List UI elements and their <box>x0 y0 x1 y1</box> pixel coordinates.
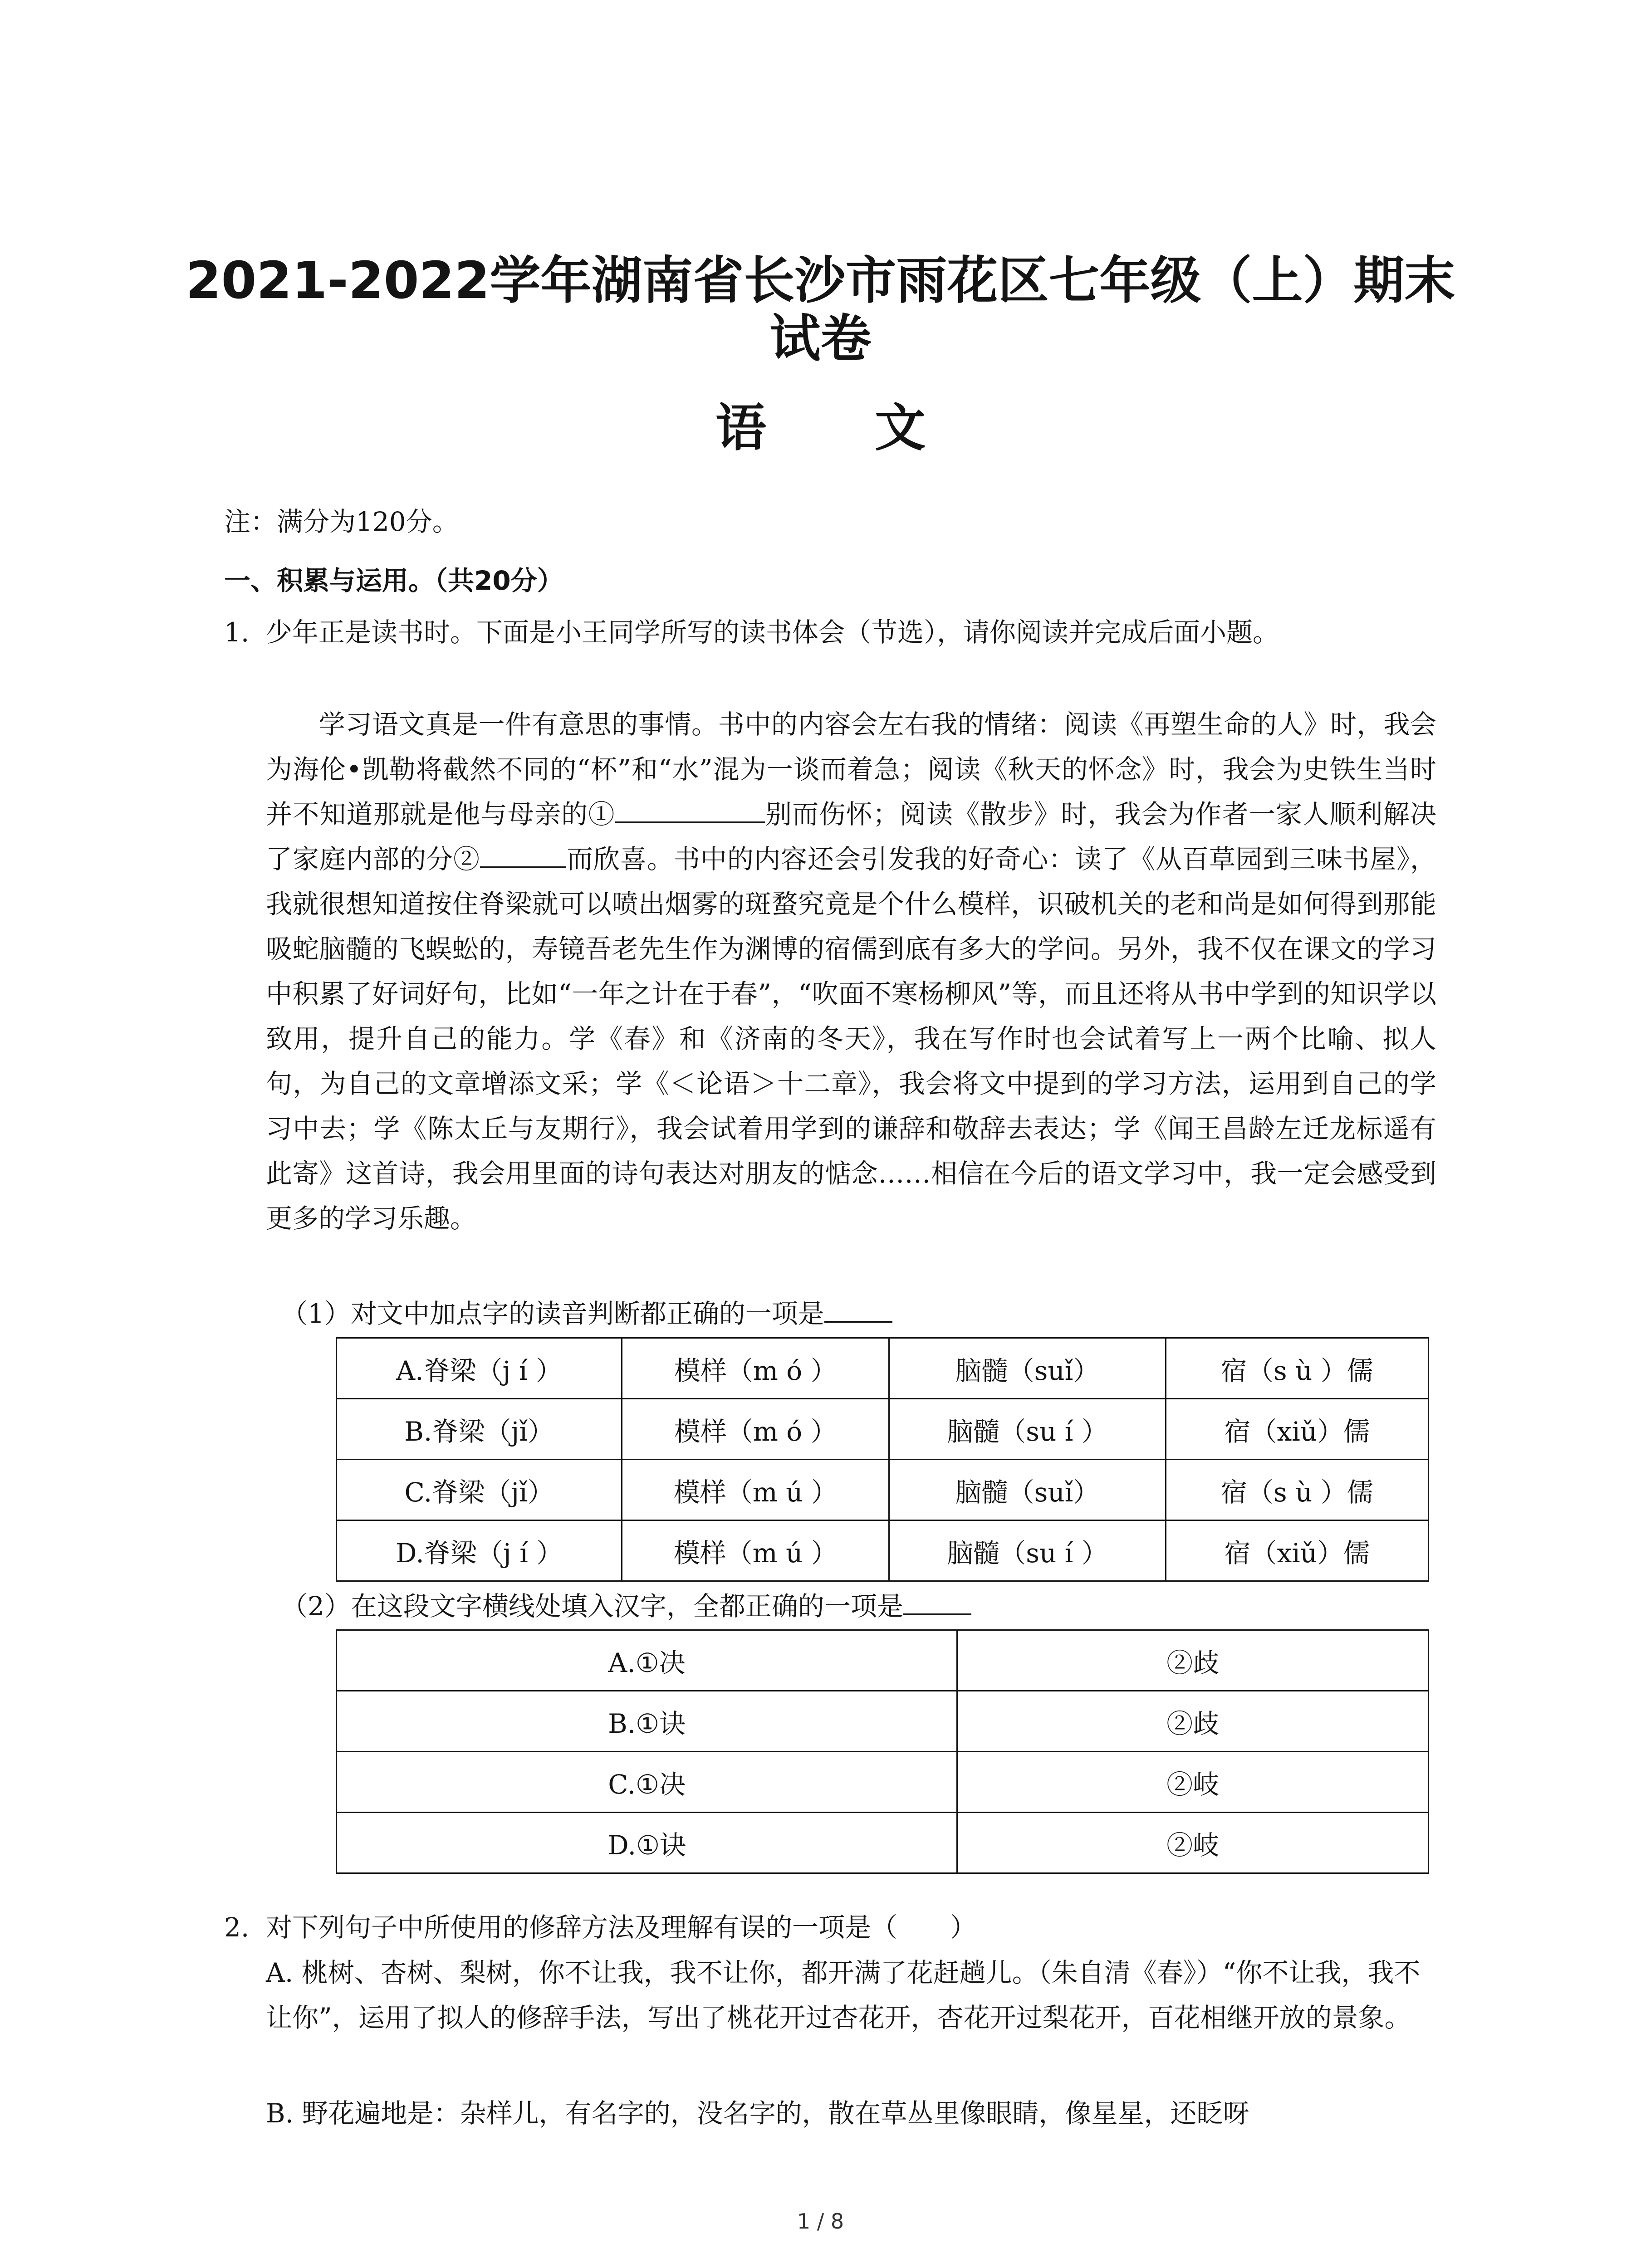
subquestion-1-label: （1）对文中加点字的读音判断都正确的一项是 <box>281 1298 824 1329</box>
table-cell: B.脊梁（jǐ） <box>337 1399 622 1460</box>
question-stem: 对下列句子中所使用的修辞方法及理解有误的一项是（ ） <box>266 1912 977 1943</box>
table-cell: 脑髓（su í ） <box>889 1399 1166 1460</box>
passage-part-1: 学习语文真是一件有意思的事情。书中的内容会左右我的情绪：阅读《再塑生命的人》时，我会为海伦•凯勒将截然不同的“杯”和“水”混为一谈而着急；阅读《秋天的怀念》时，我会为史铁生当时并不知道那就是他与母亲的① <box>266 709 1436 830</box>
table-cell: 宿（s ù ）儒 <box>1166 1460 1428 1520</box>
table-cell: B.①诀 <box>337 1691 957 1752</box>
question-number: 2. <box>224 1912 250 1943</box>
table-cell: A.①决 <box>337 1630 957 1691</box>
table-cell: C.①决 <box>337 1752 957 1813</box>
subject-heading: 语 文 <box>715 399 971 458</box>
table-cell: ②歧 <box>957 1691 1429 1752</box>
title-line-1: 2021-2022学年湖南省长沙市雨花区七年级（上）期末 <box>186 251 1455 310</box>
table-row <box>337 1460 1429 1520</box>
page-number: 1 / 8 <box>797 2209 844 2234</box>
table-cell: C.脊梁（jǐ） <box>337 1460 622 1520</box>
blank-1 <box>615 793 765 823</box>
table-cell: ②岐 <box>957 1752 1429 1813</box>
question-2 <box>224 1905 1449 1950</box>
table-row <box>337 1752 1429 1813</box>
exam-title <box>136 252 1505 368</box>
subquestion-1 <box>281 1293 892 1332</box>
table-cell: 宿（xiǔ）儒 <box>1166 1399 1428 1460</box>
pronunciation-table <box>336 1337 1429 1582</box>
table-cell: D.①诀 <box>337 1813 957 1873</box>
subquestion-2-label: （2）在这段文字横线处填入汉字，全都正确的一项是 <box>281 1591 903 1622</box>
table-cell: ②歧 <box>957 1630 1429 1691</box>
title-line-2: 试卷 <box>769 309 872 368</box>
table-row <box>337 1520 1429 1581</box>
table-cell: 模样（m ó ） <box>622 1338 889 1399</box>
question-stem: 少年正是读书时。下面是小王同学所写的读书体会（节选），请你阅读并完成后面小题。 <box>266 617 1279 648</box>
table-row <box>337 1338 1429 1399</box>
passage-part-3: 而欣喜。书中的内容还会引发我的好奇心：读了《从百草园到三味书屋》，我就很想知道按住脊梁就可以喷出烟雾的斑蝥究竟是个什么模样，识破机关的老和尚是如何得到那能吸蛇脑髓的飞蜈蚣的，寿镜吾老先生作为渊博的宿儒到底有多大的学问。另外，我不仅在课文的学习中积累了好词好句，比如“一年之计在于春”，“吹面不寒杨柳风”等，而且还将从书中学到的知识学以致用，提升自己的能力。学《春》和《济南的冬天》，我在写作时也会试着写上一两个比喻、拟人句，为自己的文章增添文采；学《＜论语＞十二章》，我会将文中提到的学习方法，运用到自己的学习中去；学《陈太丘与友期行》，我会试着用学到的谦辞和敬辞去表达；学《闻王昌龄左迁龙标遥有此寄》这首诗，我会用里面的诗句表达对朋友的惦念……相信在今后的语文学习中，我一定会感受到更多的学习乐趣。 <box>266 844 1436 1234</box>
question-1 <box>224 610 1435 655</box>
table-cell: 脑髓（suǐ） <box>889 1338 1166 1399</box>
passage-part-2: 别而伤怀；阅读《散步》时，我会为作者一家人顺利解决了家庭内部的分② <box>266 799 1436 875</box>
table-cell: A.脊梁（j í ） <box>337 1338 622 1399</box>
character-table <box>336 1629 1429 1874</box>
table-row <box>337 1691 1429 1752</box>
option-a: A. 桃树、杏树、梨树，你不让我，我不让你，都开满了花赶趟儿。（朱自清《春》）“你不让我，我不让你”，运用了拟人的修辞手法，写出了桃花开过杏花开，杏花开过梨花开，百花相继开放的景象。 <box>266 1957 1421 2033</box>
table-cell: 脑髓（suǐ） <box>889 1460 1166 1520</box>
table-cell: 模样（m ó ） <box>622 1399 889 1460</box>
answer-blank <box>903 1585 971 1615</box>
table-cell: 脑髓（su í ） <box>889 1520 1166 1581</box>
table-row <box>337 1399 1429 1460</box>
table-cell: 宿（s ù ）儒 <box>1166 1338 1428 1399</box>
table-row <box>337 1813 1429 1873</box>
table-cell: ②岐 <box>957 1813 1429 1873</box>
table-row <box>337 1630 1429 1691</box>
table-cell: 宿（xiǔ）儒 <box>1166 1520 1428 1581</box>
section-heading: 一、积累与运用。（共20分） <box>224 565 563 596</box>
answer-blank <box>824 1293 892 1323</box>
blank-2 <box>480 838 566 868</box>
table-cell: D.脊梁（j í ） <box>337 1520 622 1581</box>
table-cell: 模样（m ú ） <box>622 1520 889 1581</box>
table-cell: 模样（m ú ） <box>622 1460 889 1520</box>
score-note: 注：满分为120分。 <box>224 506 459 537</box>
subquestion-2 <box>281 1585 971 1624</box>
reading-passage <box>266 702 1436 1241</box>
question-number: 1. <box>224 617 250 648</box>
option-b: B. 野花遍地是：杂样儿，有名字的，没名字的，散在草丛里像眼睛，像星星，还眨呀 <box>266 2098 1249 2129</box>
